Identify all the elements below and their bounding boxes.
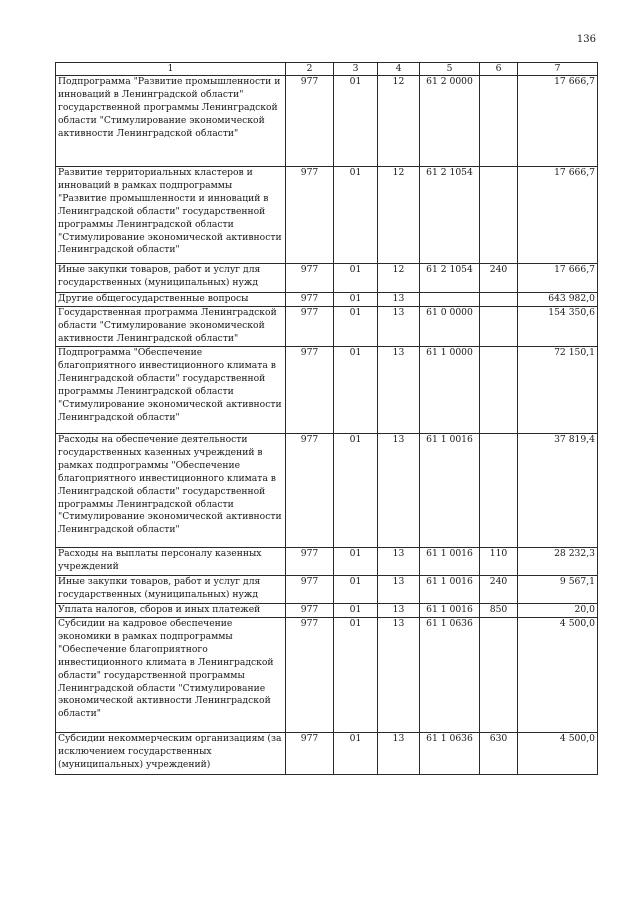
row-expense-type: 110 [480, 548, 518, 576]
row-subsection: 13 [378, 434, 420, 548]
row-target: 61 1 0016 [420, 576, 480, 604]
row-code: 977 [286, 434, 334, 548]
row-amount: 17 666,7 [518, 167, 598, 264]
row-code: 977 [286, 167, 334, 264]
table-row [56, 307, 598, 347]
row-expense-type [480, 347, 518, 434]
row-subsection: 13 [378, 604, 420, 618]
row-amount: 72 150,1 [518, 347, 598, 434]
row-amount: 17 666,7 [518, 264, 598, 293]
row-subsection: 12 [378, 264, 420, 293]
row-section: 01 [334, 733, 378, 775]
page-number: 136 [576, 34, 596, 45]
row-target: 61 1 0000 [420, 347, 480, 434]
row-target: 61 0 0000 [420, 307, 480, 347]
row-name: Расходы на обеспечение деятельности государственных казенных учреждений в рамках подпрограммы "Обеспечение благоприятного инвестиционного климата в Ленинградской области" государственной программы Ленинградской области "Стимулирование экономической активности Ленинградской области" [56, 434, 286, 548]
header-cell: 4 [378, 63, 420, 76]
header-cell: 7 [518, 63, 598, 76]
row-expense-type: 850 [480, 604, 518, 618]
row-code: 977 [286, 548, 334, 576]
row-target: 61 2 0000 [420, 76, 480, 167]
table-row [56, 576, 598, 604]
row-name: Субсидии на кадровое обеспечение экономики в рамках подпрограммы "Обеспечение благоприятного инвестиционного климата в Ленинградской области" государственной программы Ленинградской области "Стимулирование экономической активности Ленинградской области" [56, 618, 286, 733]
budget-table [55, 62, 598, 775]
row-target: 61 1 0636 [420, 733, 480, 775]
header-cell: 2 [286, 63, 334, 76]
row-expense-type [480, 618, 518, 733]
row-code: 977 [286, 264, 334, 293]
row-target: 61 1 0636 [420, 618, 480, 733]
row-section: 01 [334, 264, 378, 293]
row-section: 01 [334, 293, 378, 307]
row-section: 01 [334, 347, 378, 434]
row-expense-type [480, 167, 518, 264]
row-section: 01 [334, 434, 378, 548]
header-cell: 3 [334, 63, 378, 76]
row-code: 977 [286, 576, 334, 604]
row-subsection: 13 [378, 576, 420, 604]
header-cell: 6 [480, 63, 518, 76]
row-name: Развитие территориальных кластеров и инноваций в рамках подпрограммы "Развитие промышленности и инноваций в Ленинградской области" государственной программы Ленинградской области "Стимулирование экономической активности Ленинградской области" [56, 167, 286, 264]
row-section: 01 [334, 604, 378, 618]
row-code: 977 [286, 733, 334, 775]
row-code: 977 [286, 347, 334, 434]
header-cell: 1 [56, 63, 286, 76]
row-section: 01 [334, 76, 378, 167]
table-row [56, 347, 598, 434]
row-subsection: 13 [378, 307, 420, 347]
row-amount: 17 666,7 [518, 76, 598, 167]
row-subsection: 12 [378, 76, 420, 167]
row-section: 01 [334, 307, 378, 347]
row-subsection: 12 [378, 167, 420, 264]
row-subsection: 13 [378, 347, 420, 434]
row-expense-type: 630 [480, 733, 518, 775]
table-row [56, 733, 598, 775]
row-code: 977 [286, 604, 334, 618]
row-expense-type [480, 307, 518, 347]
row-amount: 28 232,3 [518, 548, 598, 576]
row-name: Расходы на выплаты персоналу казенных учреждений [56, 548, 286, 576]
row-subsection: 13 [378, 618, 420, 733]
row-amount: 20,0 [518, 604, 598, 618]
row-name: Иные закупки товаров, работ и услуг для государственных (муниципальных) нужд [56, 576, 286, 604]
table-row [56, 548, 598, 576]
table-row [56, 167, 598, 264]
row-section: 01 [334, 576, 378, 604]
header-row [56, 63, 598, 76]
row-name: Субсидии некоммерческим организациям (за исключением государственных (муниципальных) учреждений) [56, 733, 286, 775]
table-row [56, 76, 598, 167]
row-section: 01 [334, 618, 378, 733]
row-subsection: 13 [378, 733, 420, 775]
header-cell: 5 [420, 63, 480, 76]
row-amount: 154 350,6 [518, 307, 598, 347]
table-row [56, 618, 598, 733]
row-subsection: 13 [378, 548, 420, 576]
row-target: 61 1 0016 [420, 434, 480, 548]
row-name: Государственная программа Ленинградской области "Стимулирование экономической активности Ленинградской области" [56, 307, 286, 347]
table-row [56, 604, 598, 618]
row-code: 977 [286, 76, 334, 167]
row-name: Уплата налогов, сборов и иных платежей [56, 604, 286, 618]
row-code: 977 [286, 293, 334, 307]
row-section: 01 [334, 167, 378, 264]
row-section: 01 [334, 548, 378, 576]
row-expense-type [480, 76, 518, 167]
row-name: Другие общегосударственные вопросы [56, 293, 286, 307]
row-expense-type [480, 434, 518, 548]
row-amount: 4 500,0 [518, 733, 598, 775]
row-code: 977 [286, 618, 334, 733]
row-target: 61 1 0016 [420, 548, 480, 576]
row-amount: 37 819,4 [518, 434, 598, 548]
row-subsection: 13 [378, 293, 420, 307]
row-name: Подпрограмма "Обеспечение благоприятного инвестиционного климата в Ленинградской области" государственной программы Ленинградской области "Стимулирование экономической активности Ленинградской области" [56, 347, 286, 434]
table-row [56, 434, 598, 548]
row-expense-type: 240 [480, 264, 518, 293]
table-row [56, 264, 598, 293]
row-target [420, 293, 480, 307]
row-expense-type [480, 293, 518, 307]
row-amount: 4 500,0 [518, 618, 598, 733]
table-row [56, 293, 598, 307]
row-name: Иные закупки товаров, работ и услуг для государственных (муниципальных) нужд [56, 264, 286, 293]
row-name: Подпрограмма "Развитие промышленности и инноваций в Ленинградской области" государственной программы Ленинградской области "Стимулирование экономической активности Ленинградской области" [56, 76, 286, 167]
row-amount: 9 567,1 [518, 576, 598, 604]
row-code: 977 [286, 307, 334, 347]
row-expense-type: 240 [480, 576, 518, 604]
row-target: 61 1 0016 [420, 604, 480, 618]
row-amount: 643 982,0 [518, 293, 598, 307]
row-target: 61 2 1054 [420, 264, 480, 293]
row-target: 61 2 1054 [420, 167, 480, 264]
